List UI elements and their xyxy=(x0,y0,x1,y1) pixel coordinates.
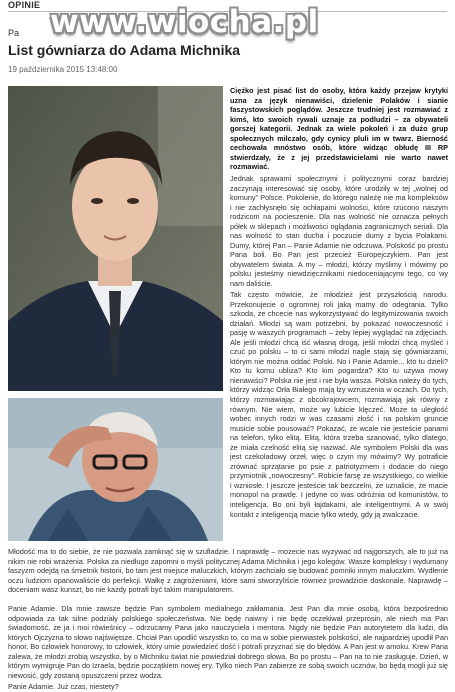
older-man-portrait-image xyxy=(8,398,223,541)
body-paragraph-5: Panie Adamie. Już czas, niestety? xyxy=(8,682,119,691)
older-man-photo xyxy=(8,398,223,541)
publish-date: 19 października 2015 13:48:00 xyxy=(8,65,118,74)
article-title: List gówniarza do Adama Michnika xyxy=(8,42,241,58)
young-man-portrait-image xyxy=(8,86,223,391)
body-paragraph-3: Młodość ma to do siebie, że nie pozwala zamknąć się w szufladzie. I naprawdę – możecie nas wyzywać od najgorszych, ale to już na nikim nie robi wrażenia. Polska za niedługo zapomni o myśli politycznej Adama Michnika i jego kolegów. Wasze kompleksy i wydumany faszyzm odejdą na śmietnik historii, bo tam jest miejsce maluczkich, którym zachciało się budować pomniki innym maluczkim. Wydłenie oczu ludziom opanowaliście do perfekcji. Wałkę z zagrożeniami, które sami stworzyliście również prowadzicie doskonale. Naprawdę – doceniam wasz kunszt, bo nie każdy potrafi być takim manipulatorem. xyxy=(8,547,448,595)
young-man-photo xyxy=(8,86,223,391)
lead-paragraph: Ciężko jest pisać list do osoby, która każdy przejaw krytyki uzna za język nienawiści, dzielenie Polaków i sianie faszystowskich poglądów. Jeszcze trudniej jest rozmawiać z kimś, kto swoich rywali uznaje za podludzi – za obywateli gorszej kategorii. Jednak za wiele pokoleń i za dużo grup społecznych milczało, gdy cynicy pluli im w twarz. Bierność cechowała mnóstwo osób, które widząc obłudę III RP stwierdzały, że z jej przedstawicielami nie warto nawet rozmawiać. xyxy=(230,86,448,172)
body-paragraph-4: Panie Adamie. Dla mnie zawsze będzie Pan symbolem medialnego zakłamania. Jest Pan dla mnie osobą, która bezpośrednio odpowiada za tak silne podziały polskiego społeczeństwa. Nie będę naiwny i nie będę oczekiwał przeprosin, ale niech ma Pan świadomość, że ja i moi rówieśnicy – odrzucamy Pana jako nauczyciela i mentora. Nigdy nie będzie Pan autorytetem dla ludzi, dla których Ojczyzna to słowo najświętsze. Chciał Pan upodlić wszystko to, co ma w sobie pierwiastek polskości, ale najpardziej upodlił Pan honor. Bo człowiek honorowy, to człowiek, który umie powiedzieć dość i potrafi przyznać się do błędów. A Pan jest w amoku. Krew Pana zalewa, że młodzi zrobią wszystko, by o Michniku świat nie powiedział dobrego słowa. Bo po prostu – Pan na to nie zasługuje. Dzień, w którym wymigruje Pan do Izraela, będzie początkiem nowej ery. Tylko niech Pan zabierze ze sobą swoich ucznów, bo będą mogli już się niewosić, gdy zostaną opuszczeni przez wodza. xyxy=(8,604,448,680)
body-paragraph-1: Jednak sprawami społecznymi i politycznymi coraz bardziej zaczynają interesować się osoby, które urodziły w tej „wolnej od komuny” Polsce. Pokolenie, do którego należę nie ma kompleksów i nie zachłysnęło się ochłapami wolności, które rzucono naszym rodzicom na pocieszenie. Dla nas wolność nie oznacza pełnych półek w sklepach i możliwości oglądania zagranicznych seriali. Dla nas wolność to stan ducha i poczucie dumy z bycia Polakami. Dumy, której Pan – Panie Adamie nie odczuwa. Polskość po prostu Pana boli. Bo Pan jest przecież Europejczykiem. Pan jest obywatelem świata. A my – młodzi, którzy myślimy i mówimy po polsku jesteśmy niewdzięcznikami niedoceniającymi tego, co wy nam daliście. xyxy=(230,174,448,289)
body-paragraph-2: Tak często mówicie, że młodzież jest przyszłością narodu. Przekonujecie o ogromnej roli jaką mamy do odegrania. Tylko szkoda, że chcecie nas wykorzystywać do legitymizowania swoich działań. Młodzi są wam potrzebni, by pokazać nowoczesność i pasję w waszych programach – żeby lepiej wyglądać na zdjęciach. Ale jeśli młodzi chcą iść własną drogą, jeśli młodzi chcą myśleć i czuć po polsku – to ci sami młodzi nagle stają się gówniarzami, którym nie można oddać Polski. No i Panie Adamie... kto tu dzieli? Kto tu komu ubliża? Kto kim pogardza? Kto tu używa mowy nienawiści? Polska nie jest i nie była wasza. Polska należy do tych, którzy widząc Orła Białego mają łzy wzruszenia w oczach. Do tych, którzy rozmawiając z obcokrajowcem, rozmawiają jak równy z równym. Nie wiem, może wy lubicie klęczeć. Może ta uległość wobec innych rodzi w was czasami złość i na polskim gruncie musicie sobie pousować? Pokazać, że wcale nie jesteście panami na telefon, tylko elitą. Elitą, która trzeba szanować, tylko dlatego, że miała czelność elitą się nazwać. Ale symbolem Polski dla was jest czekoladowy orzeł, więc o czym my mówimy? Wy potraficie zrównać sprzątanie po psie z patriotyzmem i dodacie do niego przymiotnik „nowoczesny”. Robicie farsę ze wszystkiego, co wielkie i wzniosłe. I jeszcze jesteście tak bezczelni, że uznalicie, że macie monopol na prawdę. I jedyne co was odróżnia od komunistów, to inteligencja. Bo oni byli łajdakami, ale inteligentnymi. A w swój kontakt z inteligencją macie tylko wtedy, gdy ją zwalczacie. xyxy=(230,290,448,519)
site-watermark: www.wiocha.pl xyxy=(50,4,319,40)
author-name[interactable]: Pa xyxy=(8,28,20,38)
section-label[interactable]: OPINIE xyxy=(8,0,41,10)
